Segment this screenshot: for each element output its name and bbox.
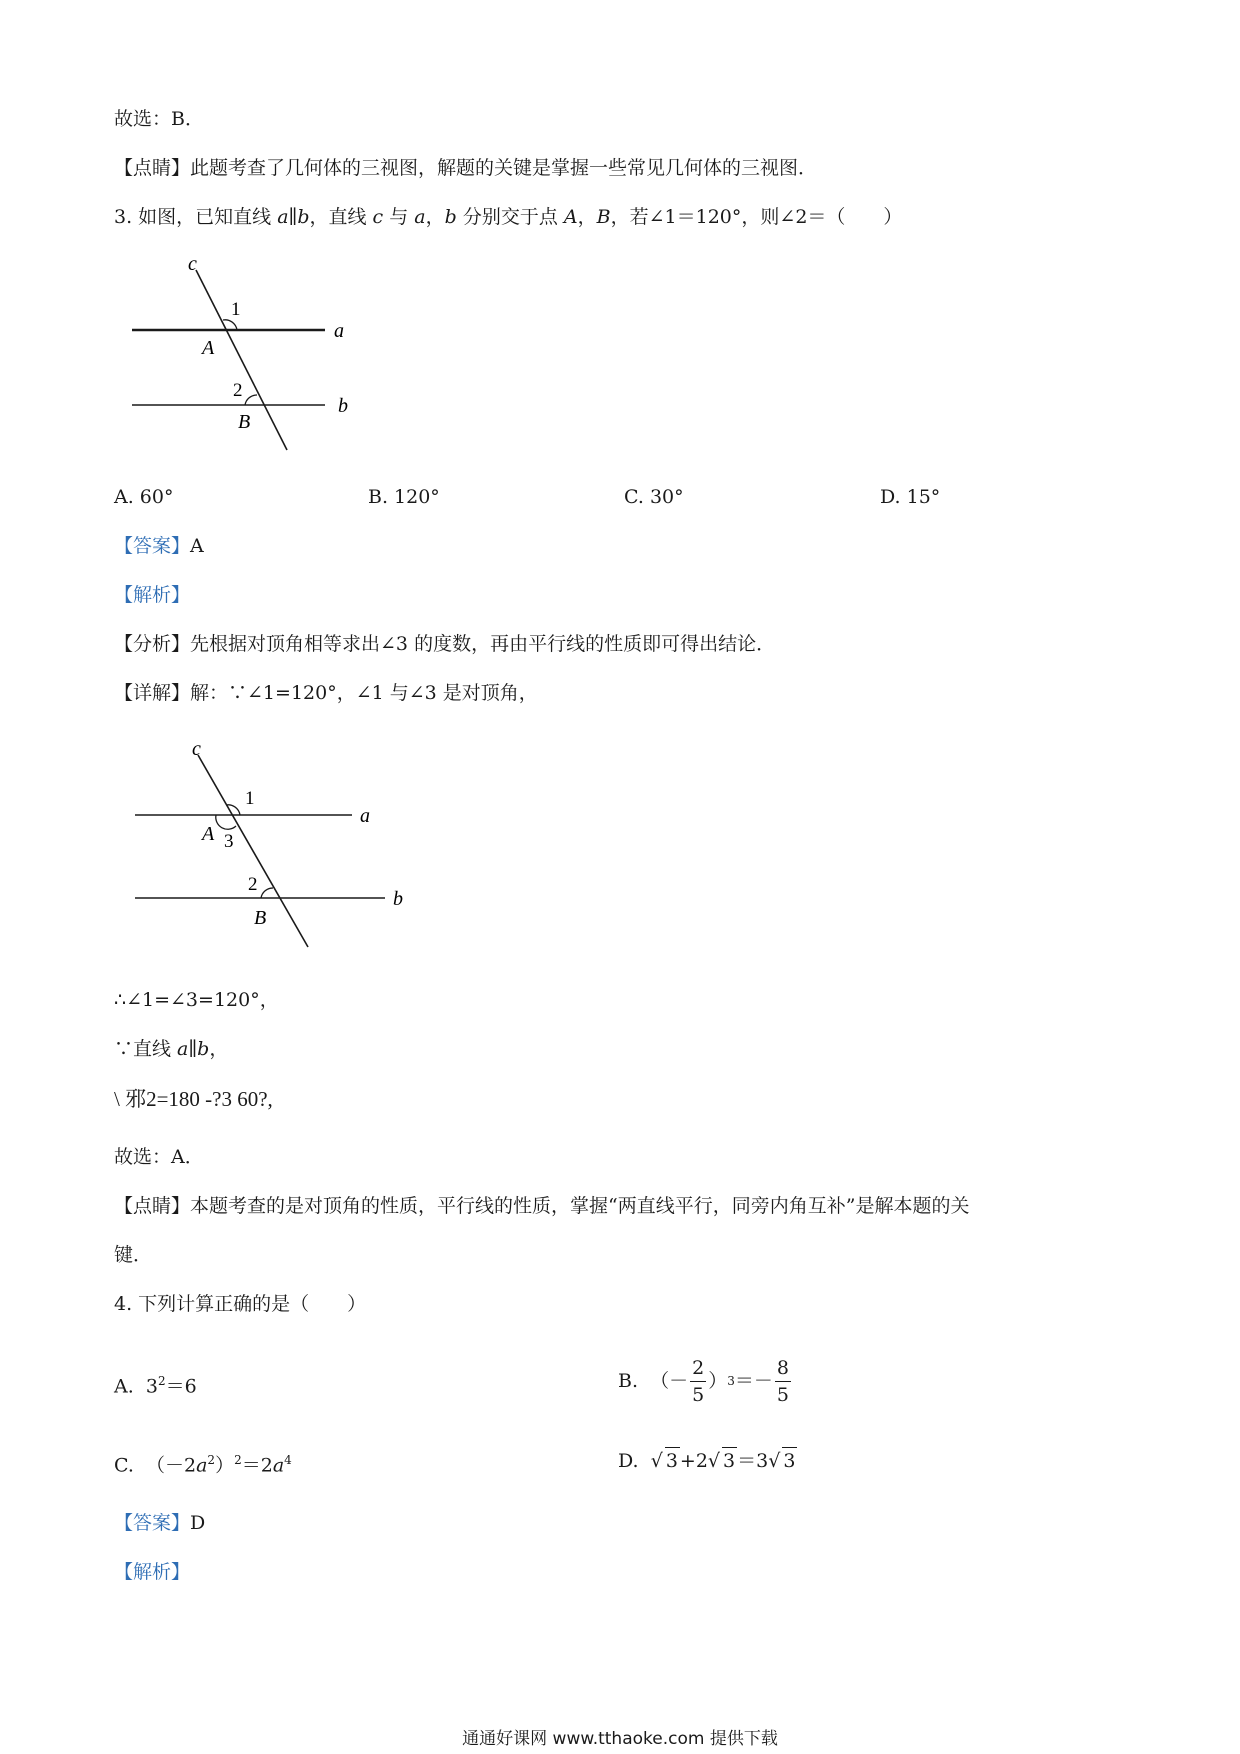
dianjing-tag: 【点睛】 <box>114 1195 191 1217</box>
q4-b-den2: 5 <box>776 1383 789 1406</box>
comment-tag: 【点睛】 <box>114 157 191 179</box>
fig1-angle-2-arc <box>245 395 257 405</box>
q4-d-radicand-1: 3 <box>665 1447 680 1474</box>
fig2-angle-2-arc <box>261 888 273 898</box>
choice-line-b: 故选：B． <box>114 108 204 130</box>
fig2-label-b: b <box>393 888 403 910</box>
fig2-label-1: 1 <box>245 788 255 809</box>
fig1-label-2: 2 <box>233 380 243 401</box>
fig2-label-c: c <box>192 738 201 760</box>
q4-b-num: 2 <box>690 1355 706 1382</box>
dianjing-line-2: 键． <box>114 1244 153 1266</box>
step-3-garbled: \ 邪2=180 -?3 60?, <box>114 1087 273 1111</box>
q4-option-a <box>114 1368 197 1399</box>
q4-d-radicand-3: 3 <box>782 1447 797 1474</box>
q4-b-fraction-1 <box>690 1355 706 1408</box>
fig1-label-c: c <box>188 253 197 275</box>
answer-tag: 【答案】 <box>114 535 191 557</box>
q4-option-c <box>114 1447 292 1478</box>
q4-a-base: 3 <box>145 1375 158 1398</box>
q3-point-b: B <box>596 206 611 228</box>
xiangjie-text: 解：∵∠1=120°，∠1 与∠3 是对顶角， <box>190 682 538 704</box>
q4-c-eq: ＝2 <box>241 1454 273 1477</box>
q4-b-eq: ＝－ <box>734 1370 773 1392</box>
q4-c-var2: a <box>272 1454 285 1477</box>
q4-option-b <box>618 1345 793 1417</box>
q4-a-exp: 2 <box>157 1374 166 1388</box>
q3-text-4: 分别交于点 <box>456 206 564 228</box>
q3-text-2: ，直线 <box>309 206 373 228</box>
fenxi-tag: 【分析】 <box>114 633 191 655</box>
q3-var-c: c <box>372 206 384 228</box>
q4-b-close: ） <box>708 1370 728 1392</box>
q4-c-exp: 2 <box>207 1453 216 1467</box>
fenxi-line <box>114 631 775 657</box>
fig2-label-3: 3 <box>224 831 234 852</box>
fig2-label-2: 2 <box>248 874 258 895</box>
fig1-label-B: B <box>238 411 251 433</box>
q4-b-open: （－ <box>650 1370 689 1392</box>
xiangjie-line <box>114 680 538 706</box>
q4-c-var: a <box>196 1454 208 1477</box>
step-2-parallel: a∥b <box>177 1038 210 1060</box>
step-2 <box>114 1036 228 1062</box>
step-1: ∴∠1=∠3=120°， <box>114 989 279 1011</box>
fig1-label-1: 1 <box>231 299 241 320</box>
q3-option-b: B. 120° <box>368 486 440 508</box>
q3-var-b: b <box>444 206 457 228</box>
step-2-text: ∵直线 <box>114 1038 178 1060</box>
q3-comma-1: ， <box>425 206 445 228</box>
fig2-label-a: a <box>360 805 370 827</box>
q3-option-c: C. 30° <box>624 486 684 508</box>
q4-a-rest: ＝6 <box>165 1375 197 1398</box>
q4-c-exp3: 4 <box>284 1453 292 1467</box>
q4-d-plus: +2 <box>679 1450 708 1472</box>
comment-line-1 <box>114 155 817 181</box>
answer-tag-q4: 【答案】 <box>114 1512 191 1534</box>
analysis-tag-q4: 【解析】 <box>114 1561 191 1583</box>
comment-text: 此题考查了几何体的三视图，解题的关键是掌握一些常见几何体的三视图． <box>190 157 818 179</box>
question-3 <box>114 204 902 230</box>
page-footer: 通通好课网 www.tthaoke.com 提供下载 <box>462 1729 778 1749</box>
fig1-label-a: a <box>334 320 344 342</box>
q3-var-a: a <box>414 206 426 228</box>
q4-d-sqrt-3: √ 3 <box>768 1450 797 1472</box>
q3-text-1: 3. 如图，已知直线 <box>114 206 278 228</box>
q4-d-eq: ＝3 <box>737 1450 769 1472</box>
q4-b-den: 5 <box>692 1383 705 1406</box>
dianjing-text-1: 本题考查的是对顶角的性质，平行线的性质，掌握“两直线平行，同旁内角互补”是解本题的关 <box>190 1195 970 1217</box>
q4-c-close: ） <box>215 1454 235 1477</box>
q3-option-d: D. 15° <box>880 486 941 508</box>
fig2-label-B: B <box>254 907 267 929</box>
answer-line-q4 <box>114 1510 205 1536</box>
q3-text-5: ，若∠1＝120°，则∠2＝（ ） <box>610 206 903 228</box>
q4-b-num2: 8 <box>775 1355 791 1382</box>
q3-point-a: A <box>563 206 578 228</box>
q4-d-radicand-2: 3 <box>722 1447 737 1474</box>
q4-b-label: B. <box>618 1370 639 1392</box>
q4-c-open: （－2 <box>146 1454 197 1477</box>
q4-a-label: A. <box>114 1375 134 1398</box>
q3-option-a: A. 60° <box>114 486 174 508</box>
fenxi-text: 先根据对顶角相等求出∠3 的度数，再由平行线的性质即可得出结论． <box>190 633 776 655</box>
answer-value-q4: D <box>190 1512 206 1534</box>
q4-d-sqrt-2: √ 3 <box>708 1450 737 1472</box>
q4-d-label: D. <box>618 1450 639 1472</box>
figure-2-parallel-lines <box>120 735 420 960</box>
q3-comma-2: ， <box>577 206 597 228</box>
xiangjie-tag: 【详解】 <box>114 682 191 704</box>
q3-text-3: 与 <box>383 206 415 228</box>
fig2-label-A: A <box>202 823 215 845</box>
q3-parallel: a∥b <box>277 206 310 228</box>
fig2-line-c <box>198 755 308 947</box>
q4-c-exp2: 2 <box>234 1453 242 1467</box>
q4-c-label: C. <box>114 1454 134 1477</box>
q4-b-fraction-2 <box>775 1355 791 1408</box>
q4-option-d <box>618 1447 797 1474</box>
answer-line-q3 <box>114 533 204 559</box>
answer-value: A <box>190 535 204 557</box>
question-4: 4. 下列计算正确的是（ ） <box>114 1293 367 1315</box>
fig1-label-A: A <box>202 337 215 359</box>
fig1-label-b: b <box>338 395 348 417</box>
q4-d-sqrt-1: √ 3 <box>651 1450 680 1472</box>
step-4: 故选：A． <box>114 1146 204 1168</box>
q4-b-exp: 3 <box>727 1374 735 1388</box>
step-2-comma: ， <box>209 1038 229 1060</box>
figure-1-parallel-lines <box>120 250 380 460</box>
analysis-tag-q3: 【解析】 <box>114 584 191 606</box>
dianjing-line-1 <box>114 1193 969 1219</box>
